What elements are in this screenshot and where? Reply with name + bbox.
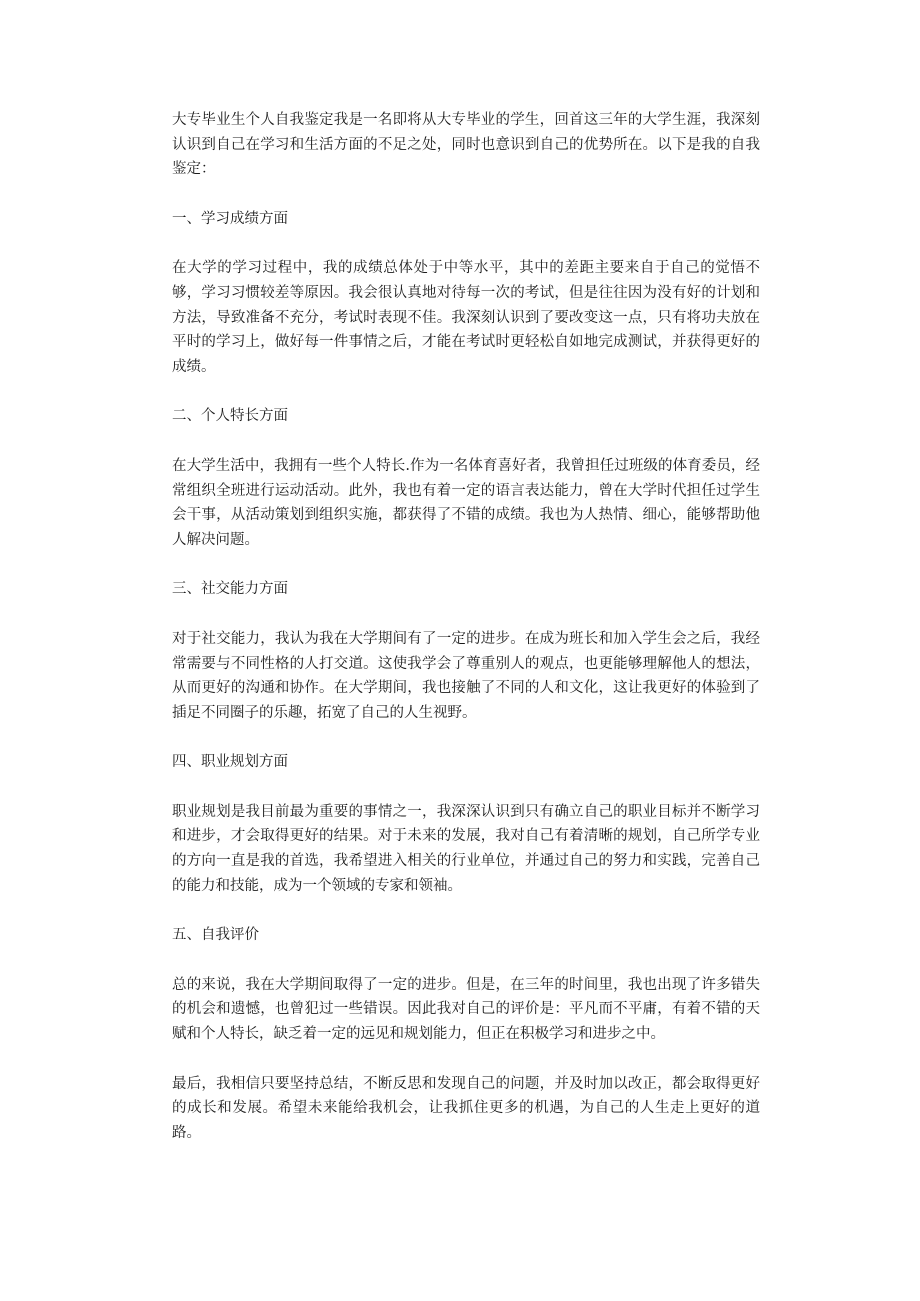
- intro-paragraph: 大专毕业生个人自我鉴定我是一名即将从大专毕业的学生，回首这三年的大学生涯，我深刻认识到自己在学习和生活方面的不足之处，同时也意识到自己的优势所在。以下是我的自我鉴定：: [172, 112, 760, 178]
- document-page: [172, 108, 760, 1170]
- section-body-academic: 在大学的学习过程中，我的成绩总体处于中等水平，其中的差距主要来自于自己的觉悟不够，学习习惯较差等原因。我会很认真地对待每一次的考试，但是往往因为没有好的计划和方法，导致准备不充分，考试时表现不佳。我深刻认识到了要改变这一点，只有将功夫放在平时的学习上，做好每一件事情之后，才能在考试时更轻松自如地完成测试，并获得更好的成绩。: [172, 260, 760, 375]
- section-heading-talents: 二、个人特长方面: [172, 408, 288, 425]
- closing-paragraph: 最后，我相信只要坚持总结，不断反思和发现自己的问题，并及时加以改正，都会取得更好的成长和发展。希望未来能给我机会，让我抓住更多的机遇，为自己的人生走上更好的道路。: [172, 1075, 760, 1141]
- section-heading-academic: 一、学习成绩方面: [172, 210, 288, 227]
- section-heading-career: 四、职业规划方面: [172, 754, 288, 771]
- section-body-talents: 在大学生活中，我拥有一些个人特长.作为一名体育喜好者，我曾担任过班级的体育委员，经常组织全班进行运动活动。此外，我也有着一定的语言表达能力，曾在大学时代担任过学生会干事，从活动策划到组织实施，都获得了不错的成绩。我也为人热情、细心，能够帮助他人解决问题。: [172, 457, 760, 548]
- section-body-career: 职业规划是我目前最为重要的事情之一，我深深认识到只有确立自己的职业目标并不断学习和进步，才会取得更好的结果。对于未来的发展，我对自己有着清晰的规划，自己所学专业的方向一直是我的首选，我希望进入相关的行业单位，并通过自己的努力和实践，完善自己的能力和技能，成为一个领域的专家和领袖。: [172, 803, 760, 894]
- section-body-self-evaluation: 总的来说，我在大学期间取得了一定的进步。但是，在三年的时间里，我也出现了许多错失的机会和遗憾，也曾犯过一些错误。因此我对自己的评价是：平凡而不平庸，有着不错的天赋和个人特长，缺乏着一定的远见和规划能力，但正在积极学习和进步之中。: [172, 976, 760, 1043]
- section-body-social: 对于社交能力，我认为我在大学期间有了一定的进步。在成为班长和加入学生会之后，我经常需要与不同性格的人打交道。这使我学会了尊重别人的观点，也更能够理解他人的想法，从而更好的沟通和协作。在大学期间，我也接触了不同的人和文化，这让我更好的体验到了插足不同圈子的乐趣，拓宽了自己的人生视野。: [172, 630, 760, 721]
- section-heading-social: 三、社交能力方面: [172, 581, 288, 598]
- section-heading-self-evaluation: 五、自我评价: [172, 927, 259, 944]
